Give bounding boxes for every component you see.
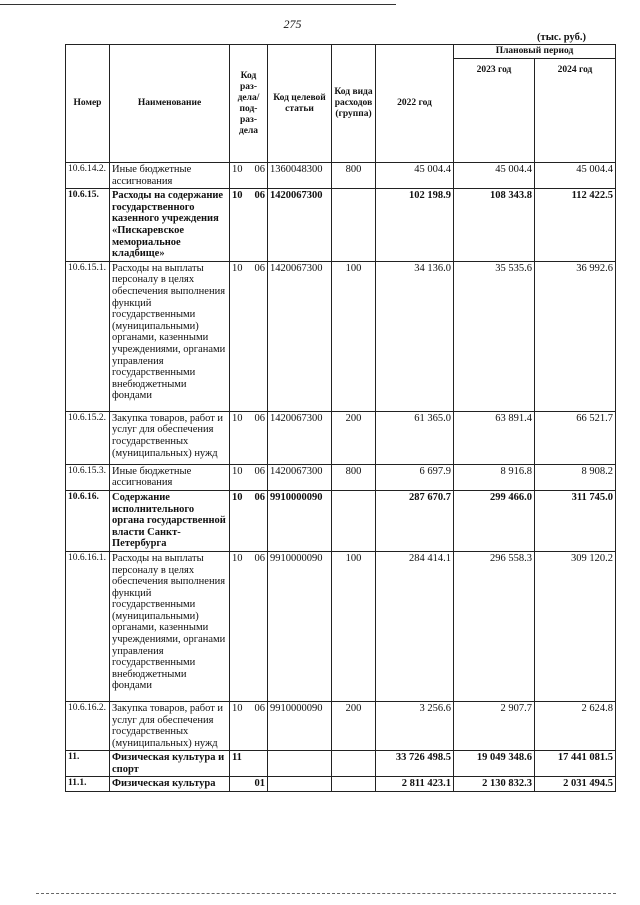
row-razdel-cell bbox=[230, 777, 268, 792]
row-number: 10.6.14.2. bbox=[66, 163, 110, 189]
row-name: Закупка товаров, работ и услуг для обеспечения государственных (муниципальных) нужд bbox=[110, 701, 230, 750]
table-row bbox=[66, 261, 616, 411]
row-razdel: 11 bbox=[232, 752, 242, 764]
row-number: 10.6.15. bbox=[66, 189, 110, 262]
row-podrazdel: 06 bbox=[254, 465, 265, 477]
row-podrazdel: 06 bbox=[254, 702, 265, 714]
header-2024: 2024 год bbox=[535, 59, 616, 163]
header-number: Номер bbox=[66, 45, 110, 163]
row-name: Физическая культура и спорт bbox=[110, 751, 230, 777]
row-name: Расходы на выплаты персоналу в целях обеспечения выполнения функций государственными (муниципальными) органами, казенными учреждениями, органами управления государственными внебюджетными фондами bbox=[110, 551, 230, 701]
row-2024: 2 624.8 bbox=[535, 701, 616, 750]
table-row bbox=[66, 701, 616, 750]
table-row bbox=[66, 551, 616, 701]
row-razdel: 10 bbox=[232, 164, 243, 175]
row-2023: 2 907.7 bbox=[454, 701, 535, 750]
row-razdel-cell bbox=[230, 701, 268, 750]
units-label: (тыс. руб.) bbox=[537, 32, 586, 43]
row-vid bbox=[332, 777, 376, 792]
row-name: Физическая культура bbox=[110, 777, 230, 792]
row-2023: 35 535.6 bbox=[454, 261, 535, 411]
row-2023: 296 558.3 bbox=[454, 551, 535, 701]
row-2022: 61 365.0 bbox=[376, 411, 454, 464]
header-planned-period: Плановый период bbox=[454, 45, 616, 59]
row-razdel-cell bbox=[230, 464, 268, 490]
row-podrazdel: 06 bbox=[254, 491, 265, 503]
row-vid: 800 bbox=[332, 163, 376, 189]
table-body bbox=[66, 163, 616, 792]
row-2024: 309 120.2 bbox=[535, 551, 616, 701]
row-razdel-cell bbox=[230, 411, 268, 464]
row-podrazdel: 01 bbox=[254, 778, 265, 790]
row-2024: 8 908.2 bbox=[535, 464, 616, 490]
row-2024: 112 422.5 bbox=[535, 189, 616, 262]
header-celevaya: Код целевой статьи bbox=[268, 45, 332, 163]
row-number: 10.6.15.2. bbox=[66, 411, 110, 464]
row-razdel: 10 bbox=[232, 412, 243, 424]
table-row bbox=[66, 777, 616, 792]
row-podrazdel: 06 bbox=[254, 412, 265, 424]
row-celevaya: 9910000090 bbox=[268, 551, 332, 701]
row-razdel-cell bbox=[230, 189, 268, 262]
row-razdel-cell bbox=[230, 163, 268, 189]
row-vid bbox=[332, 490, 376, 551]
row-vid: 800 bbox=[332, 464, 376, 490]
row-name: Расходы на выплаты персоналу в целях обеспечения выполнения функций государственными (муниципальными) органами, казенными учреждениями, органами управления государственными внебюджетными фондами bbox=[110, 261, 230, 411]
header-name: Наименование bbox=[110, 45, 230, 163]
row-number: 11.1. bbox=[66, 777, 110, 792]
row-celevaya bbox=[268, 777, 332, 792]
row-razdel-cell bbox=[230, 551, 268, 701]
row-vid: 100 bbox=[332, 551, 376, 701]
row-name: Иные бюджетные ассигнования bbox=[110, 163, 230, 189]
table-row bbox=[66, 464, 616, 490]
row-razdel-cell bbox=[230, 261, 268, 411]
row-celevaya: 9910000090 bbox=[268, 490, 332, 551]
row-razdel: 10 bbox=[232, 491, 243, 503]
row-2022: 284 414.1 bbox=[376, 551, 454, 701]
header-2022: 2022 год bbox=[376, 45, 454, 163]
row-name: Содержание исполнительного органа государственной власти Санкт-Петербурга bbox=[110, 490, 230, 551]
row-2023: 108 343.8 bbox=[454, 189, 535, 262]
table-row bbox=[66, 751, 616, 777]
row-podrazdel: 06 bbox=[254, 164, 265, 175]
row-celevaya: 9910000090 bbox=[268, 701, 332, 750]
header-row-1 bbox=[66, 45, 616, 59]
row-razdel: 10 bbox=[232, 262, 243, 274]
row-vid: 100 bbox=[332, 261, 376, 411]
row-2024: 17 441 081.5 bbox=[535, 751, 616, 777]
row-2024: 36 992.6 bbox=[535, 261, 616, 411]
row-name: Расходы на содержание государственного казенного учреждения «Пискаревское мемориальное кладбище» bbox=[110, 189, 230, 262]
row-razdel: 10 bbox=[232, 190, 243, 202]
row-2024: 66 521.7 bbox=[535, 411, 616, 464]
row-razdel: 10 bbox=[232, 702, 243, 714]
row-razdel-cell bbox=[230, 490, 268, 551]
row-celevaya bbox=[268, 751, 332, 777]
row-2023: 19 049 348.6 bbox=[454, 751, 535, 777]
row-2023: 8 916.8 bbox=[454, 464, 535, 490]
table-row bbox=[66, 490, 616, 551]
row-celevaya: 1420067300 bbox=[268, 411, 332, 464]
row-name: Иные бюджетные ассигнования bbox=[110, 464, 230, 490]
row-2022: 6 697.9 bbox=[376, 464, 454, 490]
row-razdel: 10 bbox=[232, 465, 243, 477]
row-vid bbox=[332, 189, 376, 262]
row-podrazdel: 06 bbox=[254, 190, 265, 202]
row-number: 10.6.15.3. bbox=[66, 464, 110, 490]
table-row bbox=[66, 411, 616, 464]
row-number: 10.6.16.2. bbox=[66, 701, 110, 750]
row-celevaya: 1420067300 bbox=[268, 464, 332, 490]
top-rule bbox=[0, 4, 396, 5]
row-celevaya: 1420067300 bbox=[268, 189, 332, 262]
row-2022: 33 726 498.5 bbox=[376, 751, 454, 777]
bottom-rule bbox=[36, 893, 616, 894]
header-vid: Код вида расходов (группа) bbox=[332, 45, 376, 163]
row-2022: 45 004.4 bbox=[376, 163, 454, 189]
row-2024: 2 031 494.5 bbox=[535, 777, 616, 792]
row-number: 11. bbox=[66, 751, 110, 777]
row-vid: 200 bbox=[332, 701, 376, 750]
row-2022: 3 256.6 bbox=[376, 701, 454, 750]
page-number: 275 bbox=[283, 17, 302, 31]
budget-table bbox=[65, 44, 616, 792]
row-2023: 63 891.4 bbox=[454, 411, 535, 464]
header-2023: 2023 год bbox=[454, 59, 535, 163]
row-number: 10.6.15.1. bbox=[66, 261, 110, 411]
row-2024: 311 745.0 bbox=[535, 490, 616, 551]
row-razdel: 10 bbox=[232, 552, 243, 564]
row-number: 10.6.16. bbox=[66, 490, 110, 551]
row-razdel-cell bbox=[230, 751, 268, 777]
row-vid: 200 bbox=[332, 411, 376, 464]
row-2022: 34 136.0 bbox=[376, 261, 454, 411]
table-row bbox=[66, 163, 616, 189]
row-celevaya: 1420067300 bbox=[268, 261, 332, 411]
row-name: Закупка товаров, работ и услуг для обеспечения государственных (муниципальных) нужд bbox=[110, 411, 230, 464]
row-vid bbox=[332, 751, 376, 777]
row-2022: 102 198.9 bbox=[376, 189, 454, 262]
header-razdel: Код раз-дела/ под-раз-дела bbox=[230, 45, 268, 163]
row-2022: 2 811 423.1 bbox=[376, 777, 454, 792]
row-celevaya: 1360048300 bbox=[268, 163, 332, 189]
row-podrazdel: 06 bbox=[254, 552, 265, 564]
row-number: 10.6.16.1. bbox=[66, 551, 110, 701]
row-2023: 299 466.0 bbox=[454, 490, 535, 551]
row-2024: 45 004.4 bbox=[535, 163, 616, 189]
row-2023: 2 130 832.3 bbox=[454, 777, 535, 792]
table-row bbox=[66, 189, 616, 262]
row-podrazdel: 06 bbox=[254, 262, 265, 274]
row-2023: 45 004.4 bbox=[454, 163, 535, 189]
row-2022: 287 670.7 bbox=[376, 490, 454, 551]
